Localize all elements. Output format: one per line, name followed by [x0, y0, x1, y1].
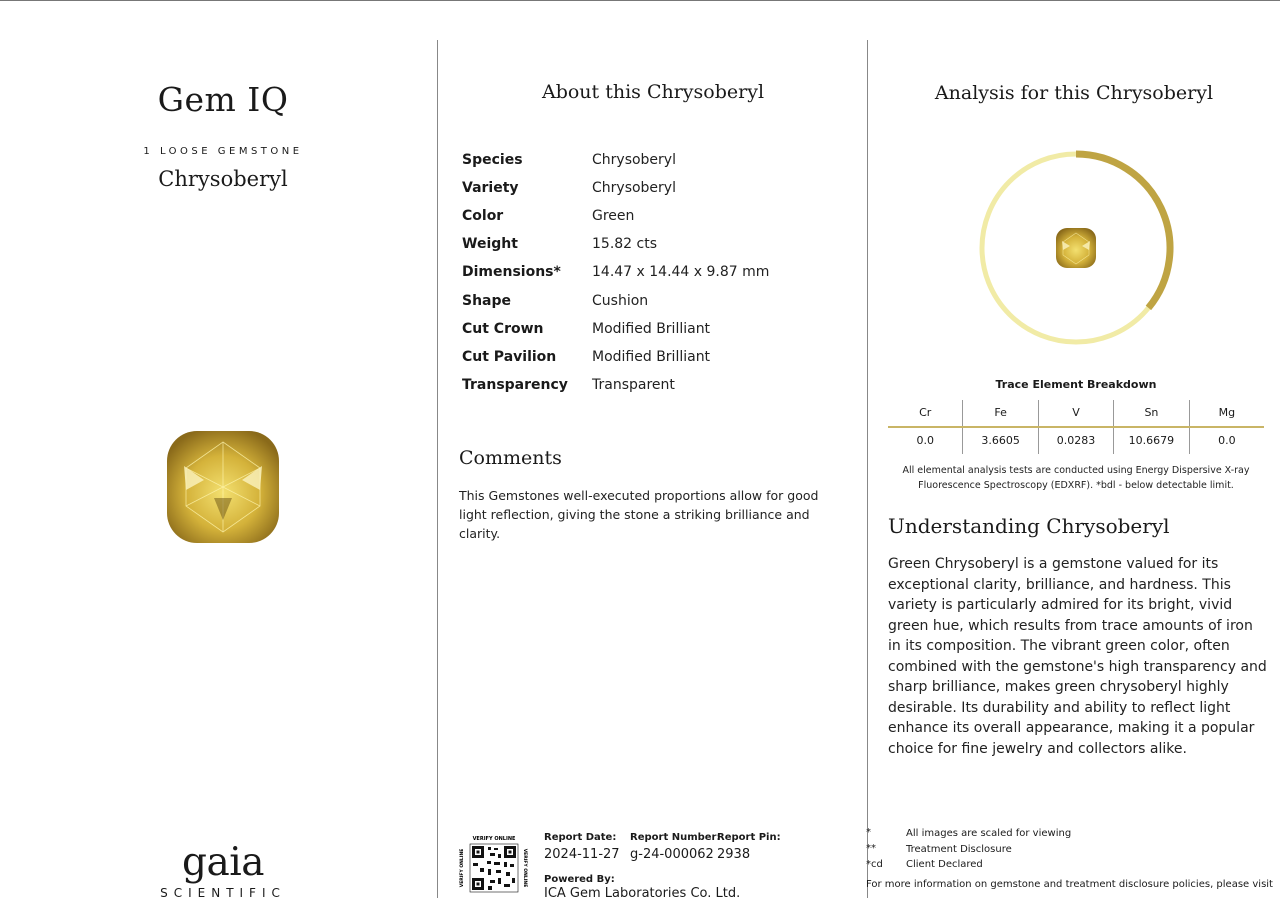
- report-pin-value: 2938: [717, 847, 751, 862]
- footnote-text: Client Declared: [906, 859, 983, 870]
- gaia-logo-subtitle: SCIENTIFIC: [160, 886, 286, 900]
- gem-count-label: 1 LOOSE GEMSTONE: [143, 146, 303, 157]
- spec-value: Green: [592, 208, 635, 224]
- brand-title: Gem IQ: [157, 80, 289, 119]
- footnote-text: All images are scaled for viewing: [906, 828, 1072, 839]
- gemstone-thumbnail: [1056, 228, 1096, 268]
- spec-value: Modified Brilliant: [592, 321, 711, 337]
- trace-value-row: [888, 428, 1264, 454]
- spec-label: Weight: [462, 236, 518, 252]
- comments-title: Comments: [459, 447, 562, 469]
- verify-online-label: VERIFY ONLINE: [522, 848, 527, 888]
- element-value-v: 0.0283: [1038, 428, 1113, 454]
- spec-value: 14.47 x 14.44 x 9.87 mm: [592, 264, 770, 280]
- spec-value: Chrysoberyl: [592, 152, 676, 168]
- analysis-ring-chart: [976, 148, 1176, 348]
- spec-label: Cut Pavilion: [462, 349, 557, 365]
- spec-value: Transparent: [592, 377, 675, 393]
- gemstone-photo: [164, 428, 282, 546]
- report-number-value: g-24-000062: [630, 847, 714, 862]
- analysis-title: Analysis for this Chrysoberyl: [934, 82, 1214, 104]
- understanding-title: Understanding Chrysoberyl: [888, 514, 1170, 538]
- trace-element-table: [888, 400, 1264, 454]
- element-header-cr: Cr: [919, 406, 932, 419]
- element-header-fe: Fe: [962, 400, 1037, 426]
- spec-label: Dimensions*: [462, 264, 561, 280]
- top-border: [0, 0, 1280, 1]
- spec-label: Transparency: [462, 377, 568, 393]
- report-pin-label: Report Pin:: [717, 832, 781, 843]
- element-header-v: V: [1038, 400, 1113, 426]
- element-value-mg: 0.0: [1189, 428, 1264, 454]
- footnote-text: Treatment Disclosure: [906, 844, 1012, 855]
- divider-right: [867, 40, 868, 898]
- verify-online-label: VERIFY ONLINE: [472, 836, 516, 842]
- spec-label: Cut Crown: [462, 321, 544, 337]
- spec-value: 15.82 cts: [592, 236, 658, 252]
- verify-qr-code[interactable]: [458, 834, 530, 896]
- footnote-mark: *cd: [866, 859, 883, 870]
- trace-element-title: Trace Element Breakdown: [995, 378, 1157, 391]
- footnote-mark: **: [866, 843, 876, 854]
- gaia-logo: gaia: [182, 840, 264, 885]
- trace-header-row: [888, 400, 1264, 426]
- element-value-sn: 10.6679: [1113, 428, 1188, 454]
- understanding-text: Green Chrysoberyl is a gemstone valued for its exceptional clarity, brilliance, and hardness. This variety is particularly admired for its bright, vivid green hue, which results from trace amounts of iron in its composition. The vibrant green color, often combined with the gemstone's high transparency and sharp brilliance, makes green chrysoberyl highly desirable. Its durability and ability to reflect light enhance its overall appearance, making it a popular choice for fine jewelry and collectors alike.: [888, 556, 1267, 757]
- trace-analysis-note: All elemental analysis tests are conducted using Energy Dispersive X-ray Fluorescence Spectroscopy (EDXRF). *bdl - below detectable limit.: [902, 465, 1250, 491]
- report-number-label: Report Number:: [630, 832, 721, 843]
- spec-label: Species: [462, 152, 523, 168]
- report-date-label: Report Date:: [544, 832, 617, 843]
- powered-by-value: ICA Gem Laboratories Co. Ltd.: [544, 886, 741, 901]
- comments-text: This Gemstones well-executed proportions allow for good light reflection, giving the stone a striking brilliance and clarity.: [459, 488, 819, 541]
- spec-value: Modified Brilliant: [592, 349, 711, 365]
- report-date-value: 2024-11-27: [544, 847, 620, 862]
- spec-label: Shape: [462, 293, 512, 309]
- more-info-text: For more information on gemstone and treatment disclosure policies, please visit: [866, 879, 1273, 890]
- element-header-mg: Mg: [1189, 400, 1264, 426]
- about-title: About this Chrysoberyl: [541, 81, 765, 103]
- element-value-fe: 3.6605: [962, 428, 1037, 454]
- element-value-cr: 0.0: [916, 434, 934, 447]
- footnote-mark: *: [866, 827, 871, 838]
- powered-by-label: Powered By:: [544, 874, 615, 885]
- spec-value: Chrysoberyl: [592, 180, 676, 196]
- gem-name-heading: Chrysoberyl: [158, 167, 288, 191]
- spec-label: Variety: [462, 180, 519, 196]
- verify-online-label: VERIFY ONLINE: [460, 848, 465, 888]
- spec-value: Cushion: [592, 293, 649, 309]
- element-header-sn: Sn: [1113, 400, 1188, 426]
- spec-label: Color: [462, 208, 504, 224]
